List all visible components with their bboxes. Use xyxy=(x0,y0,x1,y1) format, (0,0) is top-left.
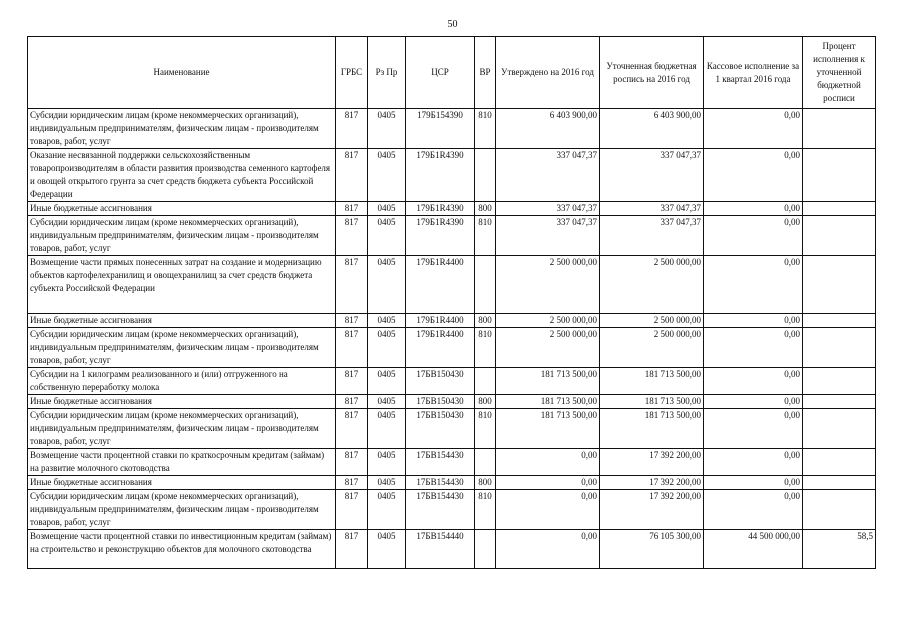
table-row xyxy=(28,395,876,409)
cell-csr: 179Б1R4400 xyxy=(406,314,475,328)
cell-refined: 337 047,37 xyxy=(600,216,704,256)
cell-csr: 17БВ154430 xyxy=(406,490,475,530)
cell-grbs: 817 xyxy=(336,149,368,202)
cell-approved: 337 047,37 xyxy=(496,216,600,256)
cell-approved: 181 713 500,00 xyxy=(496,368,600,395)
cell-cash: 0,00 xyxy=(704,490,803,530)
cell-grbs: 817 xyxy=(336,476,368,490)
cell-vr xyxy=(475,530,496,569)
cell-refined: 337 047,37 xyxy=(600,149,704,202)
cell-grbs: 817 xyxy=(336,328,368,368)
table-row xyxy=(28,409,876,449)
cell-csr: 17БВ154430 xyxy=(406,449,475,476)
cell-rzpr: 0405 xyxy=(368,328,406,368)
cell-rzpr: 0405 xyxy=(368,368,406,395)
table-row xyxy=(28,314,876,328)
table-row xyxy=(28,490,876,530)
cell-rzpr: 0405 xyxy=(368,490,406,530)
cell-rzpr: 0405 xyxy=(368,202,406,216)
cell-name: Возмещение части прямых понесенных затрат на создание и модернизацию объектов картофелехранилищ и овощехранилищ за счет средств бюджета субъекта Российской Федерации xyxy=(28,256,336,314)
cell-vr: 800 xyxy=(475,476,496,490)
cell-grbs: 817 xyxy=(336,409,368,449)
cell-name: Возмещение части процентной ставки по краткосрочным кредитам (займам) на развитие молочного скотоводства xyxy=(28,449,336,476)
cell-grbs: 817 xyxy=(336,256,368,314)
table-body xyxy=(28,109,876,569)
cell-rzpr: 0405 xyxy=(368,149,406,202)
cell-vr: 810 xyxy=(475,328,496,368)
cell-name: Иные бюджетные ассигнования xyxy=(28,395,336,409)
cell-percent xyxy=(803,202,876,216)
cell-grbs: 817 xyxy=(336,216,368,256)
cell-approved: 0,00 xyxy=(496,530,600,569)
cell-refined: 76 105 300,00 xyxy=(600,530,704,569)
cell-csr: 17БВ150430 xyxy=(406,409,475,449)
cell-name: Субсидии юридическим лицам (кроме некоммерческих организаций), индивидуальным предпринимателям, физическим лицам - производителям товаров, работ, услуг xyxy=(28,409,336,449)
cell-rzpr: 0405 xyxy=(368,216,406,256)
cell-grbs: 817 xyxy=(336,109,368,149)
cell-rzpr: 0405 xyxy=(368,530,406,569)
cell-name: Субсидии юридическим лицам (кроме некоммерческих организаций), индивидуальным предпринимателям, физическим лицам - производителям товаров, работ, услуг xyxy=(28,109,336,149)
table-row xyxy=(28,530,876,569)
header-approved: Утверждено на 2016 год xyxy=(496,37,600,109)
cell-name: Иные бюджетные ассигнования xyxy=(28,314,336,328)
cell-refined: 17 392 200,00 xyxy=(600,476,704,490)
table-row xyxy=(28,328,876,368)
cell-csr: 179Б1R4400 xyxy=(406,328,475,368)
cell-approved: 2 500 000,00 xyxy=(496,314,600,328)
table-row xyxy=(28,149,876,202)
cell-rzpr: 0405 xyxy=(368,109,406,149)
cell-rzpr: 0405 xyxy=(368,409,406,449)
cell-approved: 337 047,37 xyxy=(496,149,600,202)
cell-approved: 181 713 500,00 xyxy=(496,409,600,449)
cell-cash: 0,00 xyxy=(704,149,803,202)
cell-csr: 179Б154390 xyxy=(406,109,475,149)
cell-grbs: 817 xyxy=(336,314,368,328)
cell-refined: 337 047,37 xyxy=(600,202,704,216)
cell-percent xyxy=(803,409,876,449)
cell-cash: 44 500 000,00 xyxy=(704,530,803,569)
cell-cash: 0,00 xyxy=(704,314,803,328)
cell-approved: 0,00 xyxy=(496,490,600,530)
cell-refined: 181 713 500,00 xyxy=(600,395,704,409)
header-grbs: ГРБС xyxy=(336,37,368,109)
cell-approved: 6 403 900,00 xyxy=(496,109,600,149)
cell-csr: 17БВ154440 xyxy=(406,530,475,569)
cell-grbs: 817 xyxy=(336,368,368,395)
cell-vr: 800 xyxy=(475,202,496,216)
cell-csr: 179Б1R4390 xyxy=(406,216,475,256)
cell-approved: 0,00 xyxy=(496,449,600,476)
table-row xyxy=(28,476,876,490)
table-header xyxy=(28,37,876,109)
cell-vr xyxy=(475,256,496,314)
cell-percent xyxy=(803,216,876,256)
cell-grbs: 817 xyxy=(336,530,368,569)
cell-vr: 800 xyxy=(475,314,496,328)
cell-csr: 179Б1R4400 xyxy=(406,256,475,314)
header-percent: Процент исполнения к уточненной бюджетной росписи xyxy=(803,37,876,109)
table-row xyxy=(28,368,876,395)
table-row xyxy=(28,449,876,476)
cell-rzpr: 0405 xyxy=(368,395,406,409)
cell-approved: 337 047,37 xyxy=(496,202,600,216)
cell-grbs: 817 xyxy=(336,490,368,530)
cell-cash: 0,00 xyxy=(704,202,803,216)
cell-cash: 0,00 xyxy=(704,409,803,449)
cell-vr: 810 xyxy=(475,216,496,256)
cell-percent xyxy=(803,314,876,328)
cell-percent xyxy=(803,476,876,490)
cell-refined: 17 392 200,00 xyxy=(600,490,704,530)
cell-rzpr: 0405 xyxy=(368,476,406,490)
cell-name: Иные бюджетные ассигнования xyxy=(28,476,336,490)
cell-percent xyxy=(803,328,876,368)
cell-name: Оказание несвязанной поддержки сельскохозяйственным товаропроизводителям в области развития производства семенного картофеля и овощей открытого грунта за счет средств бюджета субъекта Российской Федерации xyxy=(28,149,336,202)
header-rzpr: Рз Пр xyxy=(368,37,406,109)
cell-refined: 17 392 200,00 xyxy=(600,449,704,476)
cell-cash: 0,00 xyxy=(704,476,803,490)
cell-rzpr: 0405 xyxy=(368,256,406,314)
cell-refined: 2 500 000,00 xyxy=(600,328,704,368)
cell-percent xyxy=(803,395,876,409)
cell-approved: 181 713 500,00 xyxy=(496,395,600,409)
cell-vr: 810 xyxy=(475,109,496,149)
header-name: Наименование xyxy=(28,37,336,109)
cell-grbs: 817 xyxy=(336,395,368,409)
cell-percent: 58,5 xyxy=(803,530,876,569)
cell-cash: 0,00 xyxy=(704,256,803,314)
cell-percent xyxy=(803,256,876,314)
header-vr: ВР xyxy=(475,37,496,109)
header-csr: ЦСР xyxy=(406,37,475,109)
table-row xyxy=(28,109,876,149)
cell-approved: 2 500 000,00 xyxy=(496,256,600,314)
cell-refined: 6 403 900,00 xyxy=(600,109,704,149)
cell-percent xyxy=(803,490,876,530)
cell-cash: 0,00 xyxy=(704,109,803,149)
cell-vr: 800 xyxy=(475,395,496,409)
cell-name: Возмещение части процентной ставки по инвестиционным кредитам (займам) на строительство и реконструкцию объектов для молочного скотоводства xyxy=(28,530,336,569)
cell-name: Субсидии юридическим лицам (кроме некоммерческих организаций), индивидуальным предпринимателям, физическим лицам - производителям товаров, работ, услуг xyxy=(28,216,336,256)
cell-percent xyxy=(803,149,876,202)
cell-csr: 17БВ150430 xyxy=(406,368,475,395)
cell-percent xyxy=(803,368,876,395)
cell-name: Субсидии на 1 килограмм реализованного и (или) отгруженного на собственную переработку молока xyxy=(28,368,336,395)
cell-cash: 0,00 xyxy=(704,395,803,409)
cell-vr: 810 xyxy=(475,490,496,530)
cell-refined: 2 500 000,00 xyxy=(600,256,704,314)
cell-name: Субсидии юридическим лицам (кроме некоммерческих организаций), индивидуальным предпринимателям, физическим лицам - производителям товаров, работ, услуг xyxy=(28,328,336,368)
table-row xyxy=(28,216,876,256)
cell-grbs: 817 xyxy=(336,202,368,216)
cell-name: Иные бюджетные ассигнования xyxy=(28,202,336,216)
cell-cash: 0,00 xyxy=(704,368,803,395)
header-row xyxy=(28,37,876,109)
cell-approved: 2 500 000,00 xyxy=(496,328,600,368)
cell-cash: 0,00 xyxy=(704,216,803,256)
cell-rzpr: 0405 xyxy=(368,449,406,476)
cell-cash: 0,00 xyxy=(704,449,803,476)
cell-name: Субсидии юридическим лицам (кроме некоммерческих организаций), индивидуальным предпринимателям, физическим лицам - производителям товаров, работ, услуг xyxy=(28,490,336,530)
cell-vr xyxy=(475,368,496,395)
cell-csr: 179Б1R4390 xyxy=(406,149,475,202)
page-number: 50 xyxy=(447,19,458,30)
cell-refined: 2 500 000,00 xyxy=(600,314,704,328)
cell-grbs: 817 xyxy=(336,449,368,476)
table-row xyxy=(28,202,876,216)
header-cash: Кассовое исполнение за 1 квартал 2016 года xyxy=(704,37,803,109)
cell-csr: 17БВ150430 xyxy=(406,395,475,409)
budget-execution-table xyxy=(27,36,876,569)
cell-approved: 0,00 xyxy=(496,476,600,490)
cell-csr: 17БВ154430 xyxy=(406,476,475,490)
cell-cash: 0,00 xyxy=(704,328,803,368)
cell-refined: 181 713 500,00 xyxy=(600,409,704,449)
cell-vr xyxy=(475,449,496,476)
cell-csr: 179Б1R4390 xyxy=(406,202,475,216)
cell-vr: 810 xyxy=(475,409,496,449)
cell-percent xyxy=(803,449,876,476)
header-refined: Уточненная бюджетная роспись на 2016 год xyxy=(600,37,704,109)
cell-rzpr: 0405 xyxy=(368,314,406,328)
cell-refined: 181 713 500,00 xyxy=(600,368,704,395)
table-row xyxy=(28,256,876,314)
cell-vr xyxy=(475,149,496,202)
cell-percent xyxy=(803,109,876,149)
